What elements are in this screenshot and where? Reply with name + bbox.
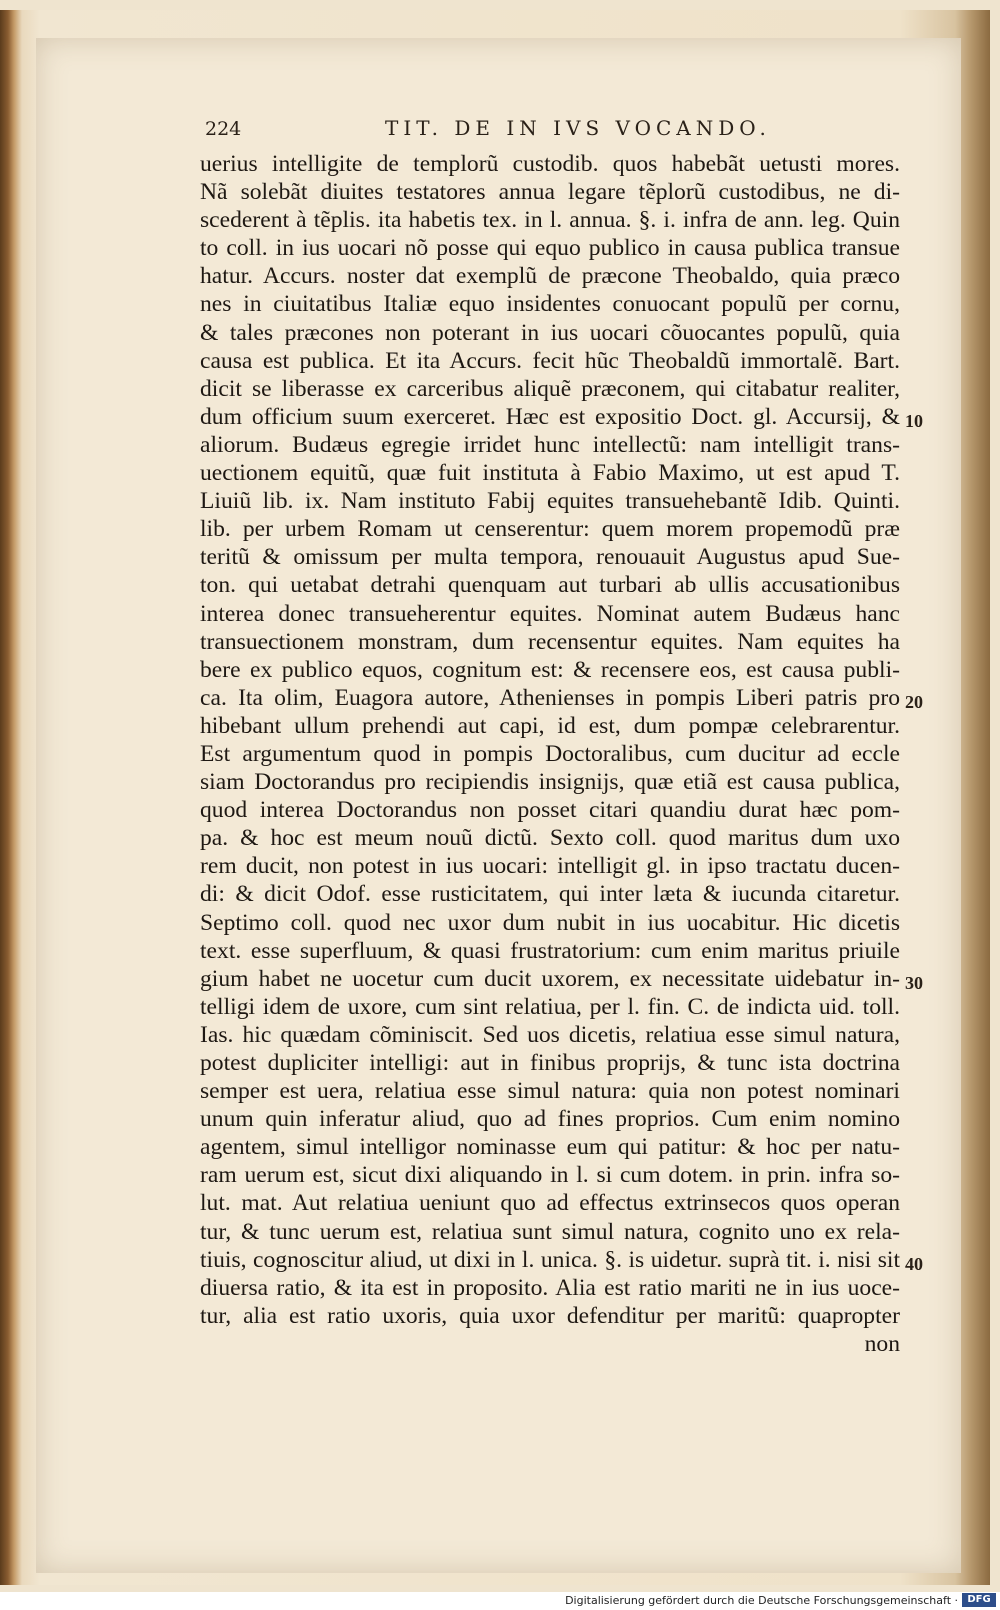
page-number: 224 [205, 118, 242, 140]
text-line: unum quin inferatur aliud, quo ad fines proprios. Cum enim nomino [200, 1106, 900, 1133]
text-line: quod interea Doctorandus non posset citari quandiu durat hæc pom- [200, 797, 900, 824]
text-line: Septimo coll. quod nec uxor dum nubit in ius uocabitur. Hic dicetis [200, 909, 900, 936]
footer-bar [0, 1592, 1000, 1610]
text-line: to coll. in ius uocari nõ posse qui equo publico in causa publica transue [200, 235, 900, 262]
text-line: dum officium suum exerceret. Hæc est expositio Doct. gl. Accursij, & [200, 403, 900, 430]
text-line: rem ducit, non potest in ius uocari: intelligit gl. in ipso tractatu ducen- [200, 853, 900, 880]
footer-credit: Digitalisierung gefördert durch die Deutsche Forschungsgemeinschaft · [565, 1594, 958, 1607]
text-line: Est argumentum quod in pompis Doctoralibus, cum ducitur ad eccle [200, 740, 900, 767]
text-line: lut. mat. Aut relatiua ueniunt quo ad effectus extrinsecos quos operan [200, 1190, 900, 1217]
margin-line-number: 30 [905, 972, 923, 993]
text-body [200, 150, 900, 1358]
text-line: ca. Ita olim, Euagora autore, Athenienses in pompis Liberi patris pro [200, 684, 900, 711]
text-line: agentem, simul intelligor nominasse eum qui patitur: & hoc per natu- [200, 1134, 900, 1161]
text-line: hatur. Accurs. noster dat exemplũ de præcone Theobaldo, quia præco [200, 263, 900, 290]
margin-line-number: 40 [905, 1253, 923, 1274]
text-line: bere ex publico equos, cognitum est: & recensere eos, est causa publi- [200, 656, 900, 683]
text-line: di: & dicit Odof. esse rusticitatem, qui inter læta & iucunda citaretur. [200, 881, 900, 908]
text-line: Nã solebãt diuites testatores annua legare tẽplorũ custodibus, ne di- [200, 179, 900, 206]
text-line: teritũ & omissum per multa tempora, renouauit Augustus apud Sue- [200, 544, 900, 571]
dfg-logo: DFG [962, 1593, 996, 1607]
text-line: hibebant ullum prehendi aut capi, id est, dum pompæ celebrarentur. [200, 712, 900, 739]
text-line: scederent à tẽplis. ita habetis tex. in l. annua. §. i. infra de ann. leg. Quin [200, 207, 900, 234]
margin-line-number: 20 [905, 691, 923, 712]
text-line: semper est uera, relatiua esse simul natura: quia non potest nominari [200, 1078, 900, 1105]
text-line: Ias. hic quædam cõminiscit. Sed uos dicetis, relatiua esse simul natura, [200, 1021, 900, 1048]
text-line: gium habet ne uocetur cum ducit uxorem, ex necessitate uidebatur in- [200, 965, 900, 992]
text-line: ram uerum est, sicut dixi aliquando in l. si cum dotem. in prin. infra so- [200, 1162, 900, 1189]
text-line: lib. per urbem Romam ut censerentur: quem morem propemodũ præ [200, 516, 900, 543]
text-line: pa. & hoc est meum nouũ dictũ. Sexto coll. quod maritus dum uxo [200, 825, 900, 852]
running-title: TIT. DE IN IVS VOCANDO. [385, 116, 771, 140]
text-line: siam Doctorandus pro recipiendis insignijs, quæ etiã est causa publica, [200, 769, 900, 796]
text-line: diuersa ratio, & ita est in proposito. Alia est ratio mariti ne in ius uoce- [200, 1274, 900, 1301]
text-line: Liuiũ lib. ix. Nam instituto Fabij equites transuehebantẽ Idib. Quinti. [200, 488, 900, 515]
text-line: transuectionem monstram, dum recensentur equites. Nam equites ha [200, 628, 900, 655]
text-line: uectionem equitũ, quæ fuit instituta à Fabio Maximo, ut est apud T. [200, 460, 900, 487]
text-line: telligi idem de uxore, cum sint relatiua, per l. fin. C. de indicta uid. toll. [200, 993, 900, 1020]
text-line: dicit se liberasse ex carceribus aliquẽ præconem, qui citabatur realiter, [200, 375, 900, 402]
text-line: tiuis, cognoscitur aliud, ut dixi in l. unica. §. is uidetur. suprà tit. i. nisi sit [200, 1246, 900, 1273]
text-line: tur, & tunc uerum est, relatiua sunt simul natura, cognito uno ex rela- [200, 1218, 900, 1245]
text-line: aliorum. Budæus egregie irridet hunc intellectũ: nam intelligit trans- [200, 431, 900, 458]
text-line: tur, alia est ratio uxoris, quia uxor defenditur per maritũ: quapropter [200, 1302, 900, 1329]
text-line: interea donec transueherentur equites. Nominat autem Budæus hanc [200, 600, 900, 627]
text-line: causa est publica. Et ita Accurs. fecit hũc Theobaldũ immortalẽ. Bart. [200, 347, 900, 374]
text-line: & tales præcones non poterant in ius uocari cõuocantes populũ, quia [200, 319, 900, 346]
text-line: ton. qui uetabat detrahi quenquam aut turbari ab ullis accusationibus [200, 572, 900, 599]
text-line: uerius intelligite de templorũ custodib. quos habebãt uetusti mores. [200, 151, 900, 177]
text-line: potest dupliciter intelligi: aut in finibus proprijs, & tunc ista doctrina [200, 1050, 900, 1076]
margin-line-number: 10 [905, 410, 923, 431]
text-line: nes in ciuitatibus Italiæ equo insidentes conuocant populũ per cornu, [200, 291, 900, 318]
page-header [205, 116, 925, 146]
text-line: non [864, 1330, 900, 1357]
text-line: text. esse superfluum, & quasi frustratorium: cum enim maritus priuile [200, 937, 900, 964]
